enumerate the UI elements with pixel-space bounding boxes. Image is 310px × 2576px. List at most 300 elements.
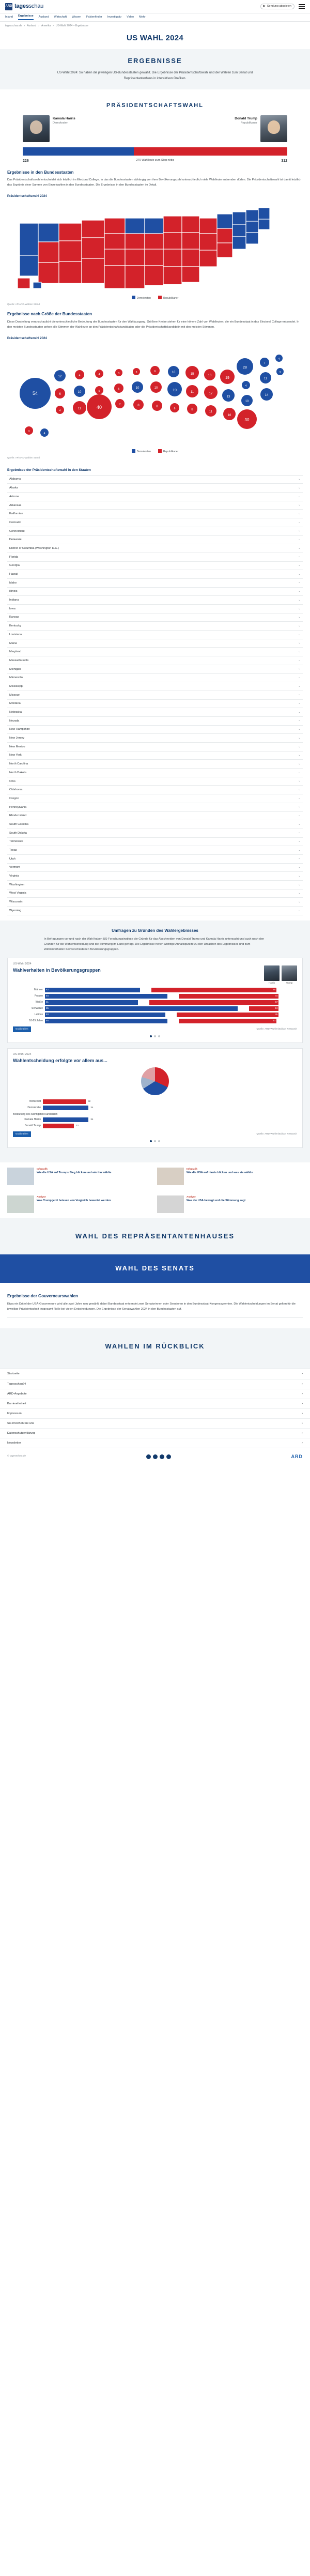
chevron-down-icon[interactable]: ⌄ <box>298 840 301 844</box>
state-row[interactable] <box>7 493 303 501</box>
svg-text:8: 8 <box>156 405 158 409</box>
state-name: Vermont <box>9 866 20 869</box>
poll-bar-trump: 43 <box>179 1019 276 1023</box>
state-name: Idaho <box>9 581 17 585</box>
map-text: Das Präsidentschaftswahl entscheidet sich letztlich im Electoral College. In das die Bundesstaaten abhängig von ihrer Bevölkerungszahl unterschiedlich viele Wahlleute entsenden dürfen. Die Präsidentschaftswahl ist damit letztlich das Ergebnis einer Summe von Einzelwahlen in den Bundesstaaten. Die Ergebnisse in den Bundesstaaten im Detail. <box>7 178 302 187</box>
state-row[interactable] <box>7 708 303 717</box>
svg-text:3: 3 <box>118 372 120 376</box>
poll-group-bars <box>45 1019 297 1023</box>
footer-link-label: Impressum <box>7 1412 22 1415</box>
hamburger-icon[interactable] <box>299 4 305 9</box>
chevron-down-icon[interactable]: ⌄ <box>298 805 301 809</box>
poll-topic-value: 23 <box>75 1124 79 1127</box>
chevron-down-icon[interactable]: ⌄ <box>298 693 301 697</box>
chevron-down-icon[interactable]: ⌄ <box>298 866 301 869</box>
chevron-down-icon[interactable]: ⌄ <box>298 667 301 671</box>
chevron-down-icon[interactable]: ⌄ <box>298 745 301 748</box>
state-row[interactable] <box>7 501 303 510</box>
poll-group-spacer <box>167 994 179 999</box>
state-row[interactable] <box>7 769 303 777</box>
state-row[interactable] <box>7 752 303 760</box>
logo-text-primary: tages <box>14 3 29 9</box>
state-name: New Jersey <box>9 737 25 740</box>
state-row[interactable] <box>7 518 303 527</box>
poll-topic-value: 32 <box>88 1099 91 1102</box>
facebook-icon <box>146 1454 151 1459</box>
donut-chart <box>141 1067 169 1095</box>
state-row[interactable] <box>7 648 303 656</box>
map-heading: Ergebnisse in den Bundesstaaten <box>7 170 74 175</box>
poll-card2-title: Wahlentscheidung erfolgte vor allem aus... <box>13 1057 107 1063</box>
chevron-down-icon[interactable]: ⌄ <box>298 754 301 757</box>
teaser-card[interactable] <box>157 1195 303 1213</box>
trump-party: Republikaner <box>240 121 257 125</box>
state-row[interactable] <box>7 544 303 553</box>
state-name: Maine <box>9 641 18 645</box>
poll-donut <box>13 1067 297 1095</box>
footer-bottom <box>0 1448 310 1469</box>
nav-item-inland[interactable]: Inland <box>5 15 13 19</box>
state-name: Florida <box>9 555 19 559</box>
poll-topic-row <box>13 1124 297 1128</box>
poll-bar-trump: 44 <box>179 994 278 999</box>
harris-party: Demokraten <box>53 121 68 125</box>
bubble-chart-label: Präsidentschaftswahl 2024 <box>7 336 47 340</box>
chevron-down-icon[interactable]: ⌄ <box>298 848 301 852</box>
state-name: Indiana <box>9 599 19 602</box>
chevron-down-icon[interactable]: ⌄ <box>298 728 301 731</box>
teaser-card[interactable] <box>7 1195 153 1213</box>
state-name: Utah <box>9 857 16 861</box>
nav-item-mehr[interactable]: Mehr <box>139 15 146 19</box>
nav-item-investigativ[interactable]: Investigativ <box>107 15 122 19</box>
state-name: West Virginia <box>9 892 26 895</box>
chevron-down-icon[interactable]: ⌄ <box>298 822 301 826</box>
state-row[interactable] <box>7 588 303 596</box>
poll-source-2: Quelle: ARD-Wahlen/Edison Research <box>256 1132 297 1135</box>
poll-topic-label: Wirtschaft <box>29 1099 41 1103</box>
svg-text:54: 54 <box>32 391 38 396</box>
nav-item-ausland[interactable]: Ausland <box>38 15 49 19</box>
state-name: New York <box>9 754 22 757</box>
poll-card-groups <box>7 958 303 1043</box>
state-name: Nevada <box>9 719 20 723</box>
chevron-down-icon[interactable]: ⌄ <box>298 796 301 800</box>
chevron-down-icon[interactable]: ⌄ <box>298 478 301 481</box>
poll-group-row <box>13 1006 297 1011</box>
state-row[interactable] <box>7 536 303 545</box>
footer-link[interactable] <box>0 1429 310 1438</box>
presidency-section <box>0 89 310 920</box>
chevron-down-icon[interactable]: ⌄ <box>298 892 301 895</box>
state-name: Montana <box>9 702 21 706</box>
chevron-right-icon: › <box>302 1442 303 1445</box>
electoral-bar-wrap <box>7 142 303 158</box>
chevron-down-icon[interactable]: ⌄ <box>298 546 301 550</box>
teaser-kicker-1: Infografik <box>37 1167 48 1170</box>
chevron-down-icon[interactable]: ⌄ <box>298 719 301 723</box>
svg-text:7: 7 <box>264 362 266 365</box>
poll-topic-row <box>13 1117 297 1122</box>
state-row[interactable] <box>7 838 303 847</box>
chevron-down-icon[interactable]: ⌄ <box>298 814 301 817</box>
footer-link[interactable] <box>0 1369 310 1379</box>
state-name: Louisiana <box>9 633 22 636</box>
footer-link[interactable] <box>0 1389 310 1399</box>
nav-item-video[interactable]: Video <box>127 15 134 19</box>
chevron-down-icon[interactable]: ⌄ <box>298 520 301 524</box>
map-chart-label: Präsidentschaftswahl 2024 <box>7 194 47 198</box>
chevron-down-icon[interactable]: ⌄ <box>298 909 301 912</box>
chevron-down-icon[interactable]: ⌄ <box>298 641 301 645</box>
breadcrumb-item-0[interactable]: tagesschau.de <box>5 24 22 27</box>
site-logo[interactable] <box>5 3 43 11</box>
top-bar <box>0 0 310 13</box>
state-row[interactable] <box>7 864 303 872</box>
state-row[interactable] <box>7 674 303 683</box>
poll-group-bars <box>45 1000 297 1005</box>
state-row[interactable] <box>7 614 303 622</box>
svg-text:13: 13 <box>226 395 230 399</box>
poll-topic-row <box>13 1106 297 1110</box>
poll-topic-bar <box>43 1106 88 1110</box>
teaser-row-1 <box>0 1162 310 1190</box>
us-results-map[interactable] <box>7 201 303 294</box>
state-name: Oregon <box>9 796 19 800</box>
state-name: Georgia <box>9 564 20 568</box>
state-row[interactable] <box>7 794 303 803</box>
teaser-title-2: Wie die USA auf Harris blicken und was sie wählte <box>187 1171 253 1175</box>
state-row[interactable] <box>7 760 303 769</box>
us-map-svg <box>7 201 303 294</box>
poll-group-bars <box>45 1006 297 1011</box>
state-row[interactable] <box>7 562 303 571</box>
state-row[interactable] <box>7 596 303 605</box>
state-row[interactable] <box>7 855 303 864</box>
footer-link[interactable] <box>0 1399 310 1409</box>
state-row[interactable] <box>7 510 303 518</box>
chevron-down-icon[interactable]: ⌄ <box>298 512 301 515</box>
state-row[interactable] <box>7 812 303 821</box>
candidate-trump <box>210 115 287 142</box>
state-row[interactable] <box>7 890 303 898</box>
harris-photo <box>23 115 50 142</box>
share-button-2[interactable]: Grafik teilen <box>13 1131 31 1137</box>
house-band: WAHL DES REPRÄSENTANTENHAUSES <box>0 1218 310 1255</box>
svg-text:4: 4 <box>43 432 45 436</box>
state-row[interactable] <box>7 579 303 588</box>
state-name: Minnesota <box>9 676 23 680</box>
svg-text:6: 6 <box>59 393 61 396</box>
svg-text:14: 14 <box>265 394 269 397</box>
chevron-right-icon: › <box>302 1372 303 1376</box>
chevron-down-icon[interactable]: ⌄ <box>298 633 301 636</box>
footer-link[interactable] <box>0 1409 310 1419</box>
state-row[interactable] <box>7 605 303 614</box>
state-row[interactable] <box>7 700 303 709</box>
state-row[interactable] <box>7 881 303 890</box>
poll-group-label: Frauen <box>35 994 43 998</box>
chevron-down-icon[interactable]: ⌄ <box>298 590 301 593</box>
chevron-down-icon[interactable]: ⌄ <box>298 676 301 679</box>
state-row[interactable] <box>7 846 303 855</box>
state-row[interactable] <box>7 898 303 907</box>
state-row[interactable] <box>7 656 303 665</box>
chevron-down-icon[interactable]: ⌄ <box>298 736 301 740</box>
state-row[interactable] <box>7 553 303 562</box>
poll-bar-harris: 42 <box>45 988 140 992</box>
teaser-image-1 <box>7 1168 34 1185</box>
poll-topic-label: Demokratie <box>27 1106 41 1109</box>
footer-link[interactable] <box>0 1438 310 1448</box>
state-row[interactable] <box>7 786 303 794</box>
svg-text:10: 10 <box>172 371 176 375</box>
footer-link[interactable] <box>0 1379 310 1389</box>
bubble-legend-rep: Republikaner <box>158 449 178 454</box>
state-row[interactable] <box>7 803 303 812</box>
state-row[interactable] <box>7 631 303 639</box>
svg-text:10: 10 <box>245 400 249 404</box>
trump-electors: 312 <box>281 159 287 163</box>
poll-group-row <box>13 1013 297 1017</box>
state-name: Missouri <box>9 693 20 697</box>
chevron-down-icon[interactable]: ⌄ <box>298 598 301 602</box>
bubble-map-svg <box>7 344 303 447</box>
state-name: Wyoming <box>9 909 22 912</box>
chevron-down-icon[interactable]: ⌄ <box>298 503 301 507</box>
teaser-title-4: Was die USA bewegt und die Stimmung sagt <box>187 1199 246 1203</box>
poll-group-row <box>13 988 297 992</box>
poll-topic-bar <box>43 1124 74 1128</box>
chevron-right-icon: › <box>302 1382 303 1386</box>
harris-name: Kamala Harris <box>53 117 75 121</box>
chevron-down-icon[interactable]: ⌄ <box>298 779 301 783</box>
chevron-down-icon[interactable]: ⌄ <box>298 857 301 861</box>
state-row[interactable] <box>7 570 303 579</box>
chevron-down-icon[interactable]: ⌄ <box>298 650 301 653</box>
state-row[interactable] <box>7 527 303 536</box>
poll-share-row-1 <box>13 1026 297 1032</box>
electors-needed-note: 270 Wahlleute zum Sieg nötig <box>136 159 174 162</box>
state-name: Alabama <box>9 478 21 481</box>
svg-text:11: 11 <box>190 391 194 394</box>
poll-bar-harris: 54 <box>45 1019 167 1023</box>
harris-electors: 226 <box>23 159 29 163</box>
state-name: North Dakota <box>9 771 26 774</box>
chevron-down-icon[interactable]: ⌄ <box>298 572 301 576</box>
svg-text:15: 15 <box>190 373 194 376</box>
poll-topic-bar <box>43 1099 86 1104</box>
retro-band: WAHLEN IM RÜCKBLICK <box>0 1328 310 1365</box>
chevron-down-icon[interactable]: ⌄ <box>298 624 301 627</box>
chevron-down-icon[interactable]: ⌄ <box>298 831 301 835</box>
candidate-row <box>7 115 303 142</box>
nav-item-wirtschaft[interactable]: Wirtschaft <box>54 15 67 19</box>
nav-item-wissen[interactable]: Wissen <box>72 15 82 19</box>
chevron-down-icon[interactable]: ⌄ <box>298 529 301 533</box>
chevron-down-icon[interactable]: ⌄ <box>298 762 301 765</box>
state-name: Iowa <box>9 607 16 610</box>
nav-item-ergebnisse[interactable]: Ergebnisse <box>18 14 34 20</box>
svg-text:4: 4 <box>98 373 100 377</box>
poll-topic-label: Donald Trump <box>24 1124 41 1127</box>
carousel-dots-2[interactable] <box>13 1140 297 1142</box>
carousel-dots-1[interactable] <box>13 1035 297 1037</box>
poll-group-label: Schwarze <box>32 1006 43 1010</box>
chevron-down-icon[interactable]: ⌄ <box>298 874 301 878</box>
svg-text:3: 3 <box>279 371 281 375</box>
state-name: Virginia <box>9 875 19 878</box>
svg-text:19: 19 <box>225 376 229 380</box>
state-name: South Dakota <box>9 831 27 835</box>
teaser-image-2 <box>157 1168 184 1185</box>
state-name: Rhode Island <box>9 814 26 818</box>
electoral-bar-rep <box>134 147 287 156</box>
state-row[interactable] <box>7 717 303 726</box>
state-name: South Carolina <box>9 822 29 826</box>
state-row[interactable] <box>7 665 303 674</box>
state-row[interactable] <box>7 726 303 734</box>
chevron-down-icon[interactable]: ⌄ <box>298 495 301 498</box>
chevron-right-icon: › <box>302 1392 303 1396</box>
teaser-card[interactable] <box>157 1168 303 1185</box>
svg-text:19: 19 <box>173 389 177 393</box>
state-row[interactable] <box>7 743 303 752</box>
chevron-down-icon[interactable]: ⌄ <box>298 710 301 714</box>
state-row[interactable] <box>7 907 303 915</box>
svg-text:16: 16 <box>227 414 231 418</box>
bubble-heading: Ergebnisse nach Größe der Bundesstaaten <box>7 312 92 317</box>
logo-text-secondary: schau <box>28 3 44 9</box>
mini-trump-name: Trump <box>286 981 293 984</box>
state-name: Alaska <box>9 486 18 490</box>
poll-card-kicker: US-Wahl 2024 <box>13 962 32 965</box>
chevron-down-icon[interactable]: ⌄ <box>298 702 301 706</box>
chevron-right-icon: › <box>302 1432 303 1435</box>
poll-bar-trump: 55 <box>151 988 276 992</box>
svg-text:4: 4 <box>245 385 247 388</box>
state-row[interactable] <box>7 484 303 493</box>
map-source: Quelle: AP/ARD-Wahlen Stand <box>7 302 40 305</box>
poll-bar-harris: 85 <box>45 1006 238 1011</box>
governor-section <box>0 1283 310 1328</box>
chevron-down-icon[interactable]: ⌄ <box>298 771 301 774</box>
chevron-down-icon[interactable]: ⌄ <box>298 581 301 585</box>
poll-topic-value: 34 <box>90 1118 94 1121</box>
chevron-down-icon[interactable]: ⌄ <box>298 883 301 886</box>
chevron-down-icon[interactable]: ⌄ <box>298 538 301 541</box>
state-row[interactable] <box>7 872 303 881</box>
svg-text:10: 10 <box>78 391 82 394</box>
state-row[interactable] <box>7 682 303 691</box>
state-name: Tennessee <box>9 840 24 844</box>
breadcrumb-item-1[interactable]: Ausland <box>27 24 37 27</box>
chevron-right-icon: › <box>302 1412 303 1415</box>
chevron-down-icon[interactable]: ⌄ <box>298 788 301 791</box>
poll-topic-rows <box>13 1099 297 1110</box>
candidate-harris <box>23 115 100 142</box>
state-row[interactable] <box>7 829 303 838</box>
results-lead-text: US-Wahl 2024: So haben die jeweiligen US-Bundesstaaten gewählt. Die Ergebnisse der Präsidentschaftswahl und der Wahlen zum Senat und Repräsentantenhaus in interaktiven Grafiken. <box>57 71 253 80</box>
poll-group-spacer <box>138 1000 149 1005</box>
state-name: Arizona <box>9 495 19 498</box>
svg-text:6: 6 <box>154 370 156 374</box>
trump-name: Donald Trump <box>235 117 257 121</box>
poll-group-rows <box>13 988 297 1023</box>
main-nav <box>0 13 310 22</box>
electoral-bar-labels <box>7 158 303 164</box>
state-name: Oklahoma <box>9 788 23 792</box>
state-row[interactable] <box>7 820 303 829</box>
state-name: Maryland <box>9 650 22 654</box>
polls-heading: Umfragen zu Gründen des Wahlergebnisses <box>112 928 198 933</box>
x-icon <box>153 1454 158 1459</box>
page-title: US WAHL 2024 <box>126 34 184 43</box>
footer-link-label: Startseite <box>7 1372 20 1376</box>
footer-link-label: So erreichen Sie uns <box>7 1422 34 1425</box>
chevron-down-icon[interactable]: ⌄ <box>298 616 301 619</box>
svg-text:4: 4 <box>278 358 280 361</box>
chevron-down-icon[interactable]: ⌄ <box>298 555 301 559</box>
footer-social-icons[interactable] <box>146 1454 171 1459</box>
poll-group-label: 18-29 Jahre <box>29 1019 43 1022</box>
teaser-image-4 <box>157 1195 184 1213</box>
poll-group-spacer <box>140 988 151 992</box>
state-row[interactable] <box>7 639 303 648</box>
results-intro-band <box>0 49 310 89</box>
state-list <box>7 475 303 915</box>
state-name: Delaware <box>9 538 22 542</box>
chevron-down-icon[interactable]: ⌄ <box>298 607 301 610</box>
chevron-down-icon[interactable]: ⌄ <box>298 900 301 903</box>
play-video-button[interactable] <box>260 4 295 10</box>
chevron-down-icon[interactable]: ⌄ <box>298 658 301 662</box>
svg-text:17: 17 <box>209 392 213 396</box>
state-name: Kalifornien <box>9 512 23 516</box>
poll-card2-kicker: US-Wahl 2024 <box>13 1052 32 1056</box>
state-name: Connecticut <box>9 529 25 533</box>
state-name: Hawaii <box>9 573 18 576</box>
poll-topic-rows-2 <box>13 1117 297 1128</box>
poll-group-spacer <box>238 1006 249 1011</box>
footer-link[interactable] <box>0 1419 310 1429</box>
svg-text:11: 11 <box>209 410 213 414</box>
nav-item-faktenfinder[interactable]: Faktenfinder <box>86 15 102 19</box>
us-bubble-map[interactable] <box>7 344 303 447</box>
state-row[interactable] <box>7 622 303 631</box>
chevron-right-icon: › <box>302 1402 303 1405</box>
chevron-down-icon[interactable]: ⌄ <box>298 684 301 688</box>
poll-bar-harris: 54 <box>45 994 167 999</box>
legend-dem: Demokraten <box>132 296 151 300</box>
teaser-card[interactable] <box>7 1168 153 1185</box>
footer-link-label: Barrierefreiheit <box>7 1402 26 1405</box>
poll-card-title: Wahlverhalten in Bevölkerungsgruppen <box>13 967 101 973</box>
svg-text:12: 12 <box>58 375 62 379</box>
svg-text:6: 6 <box>118 388 120 391</box>
breadcrumb-item-2[interactable]: Amerika <box>41 24 51 27</box>
state-row[interactable] <box>7 691 303 700</box>
state-row[interactable] <box>7 734 303 743</box>
share-button-1[interactable]: Grafik teilen <box>13 1026 31 1032</box>
state-row[interactable] <box>7 777 303 786</box>
footer-link-label: Newsletter <box>7 1442 21 1445</box>
chevron-down-icon[interactable]: ⌄ <box>298 564 301 568</box>
footer-copyright: © tagesschau.de <box>7 1455 26 1458</box>
chevron-down-icon[interactable]: ⌄ <box>298 486 301 489</box>
state-row[interactable] <box>7 476 303 484</box>
state-list-heading: Ergebnisse der Präsidentschaftswahl in den Staaten <box>7 468 91 472</box>
